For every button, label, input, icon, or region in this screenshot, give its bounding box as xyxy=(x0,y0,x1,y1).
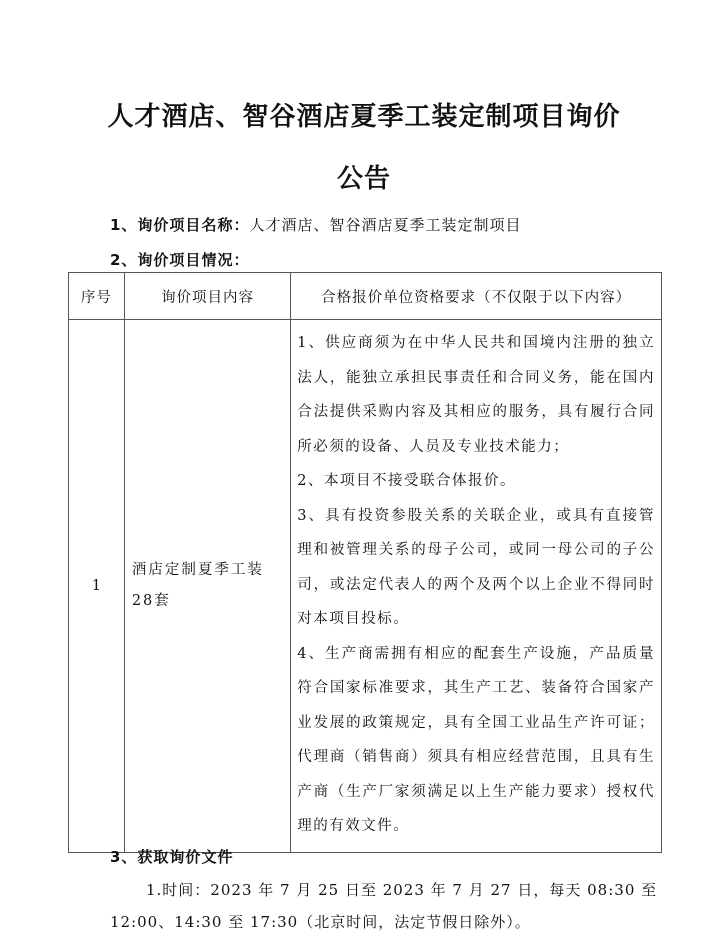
requirement-3: 3、具有投资参股关系的关联企业，或具有直接管理和被管理关系的母子公司，或同一母公司的子公司，或法定代表人的两个及两个以上企业不得同时对本项目投标。 xyxy=(297,507,655,627)
header-seq: 序号 xyxy=(69,273,125,320)
project-name: 人才酒店、智谷酒店夏季工装定制项目 xyxy=(249,216,522,234)
cell-content: 酒店定制夏季工装28套 xyxy=(124,320,290,853)
section-1-heading xyxy=(110,214,521,235)
requirement-2: 2、本项目不接受联合体报价。 xyxy=(297,473,517,489)
page-title: 人才酒店、智谷酒店夏季工装定制项目询价 xyxy=(107,102,621,132)
cell-seq: 1 xyxy=(69,320,125,853)
requirement-4: 4、生产商需拥有相应的配套生产设施，产品质量符合国家标准要求，其生产工艺、装备符合国家产业发展的政策规定，具有全国工业品生产许可证；代理商（销售商）须具有相应经营范围，且具有生产商（生产厂家须满足以上生产能力要求）授权代理的有效文件。 xyxy=(297,645,655,834)
cell-requirements xyxy=(291,320,662,853)
time-line-1: 1.时间：2023 年 7 月 25 日至 2023 年 7 月 27 日，每天 08:30 至 xyxy=(146,881,658,899)
inquiry-table xyxy=(68,272,662,853)
header-requirements: 合格报价单位资格要求（不仅限于以下内容） xyxy=(291,273,662,320)
section-3-heading: 3、获取询价文件 xyxy=(110,848,234,866)
table-row xyxy=(69,320,662,853)
section-1-label: 1、询价项目名称： xyxy=(110,216,250,234)
table-header-row xyxy=(69,273,662,320)
requirement-1: 1、供应商须为在中华人民共和国境内注册的独立法人，能独立承担民事责任和合同义务，能在国内合法提供采购内容及其相应的服务，具有履行合同所必须的设备、人员及专业技术能力； xyxy=(297,335,655,455)
time-line-2: 12:00、14:30 至 17:30（北京时间，法定节假日除外）。 xyxy=(110,913,531,931)
header-content: 询价项目内容 xyxy=(124,273,290,320)
page-title-continued: 公告 xyxy=(336,164,391,194)
section-2-heading: 2、询价项目情况： xyxy=(110,251,250,269)
